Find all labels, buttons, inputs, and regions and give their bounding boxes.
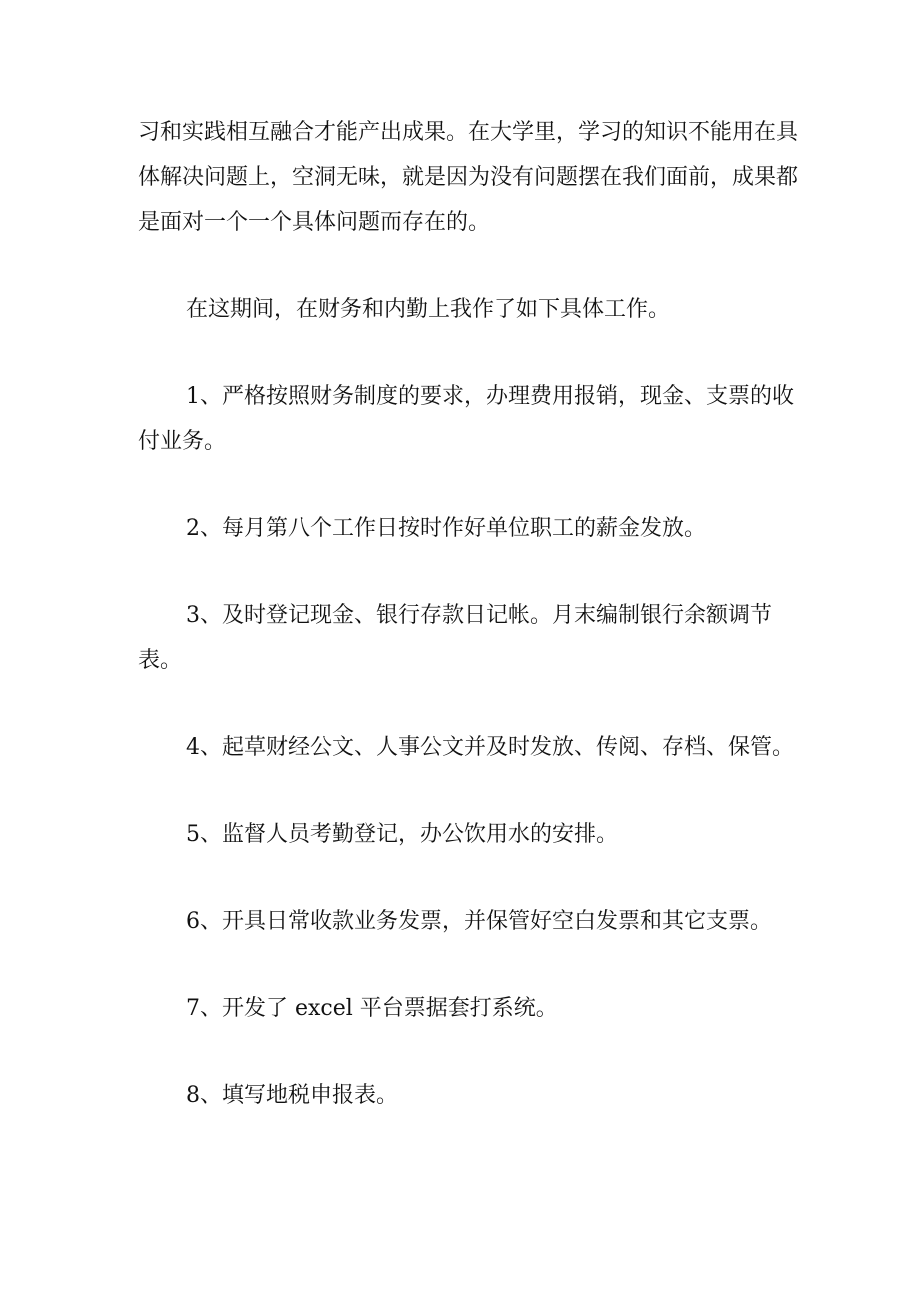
list-item-7: 7、开发了 excel 平台票据套打系统。 — [186, 996, 558, 1021]
list-item-4: 4、起草财经公文、人事公文并及时发放、传阅、存档、保管。 — [186, 735, 794, 760]
list-item-2: 2、每月第八个工作日按时作好单位职工的薪金发放。 — [186, 516, 706, 541]
paragraph-intro: 习和实践相互融合才能产出成果。在大学里，学习的知识不能用在具体解决问题上，空洞无味，就是因为没有问题摆在我们面前，成果都是面对一个一个具体问题而存在的。 — [138, 120, 799, 235]
list-item-3: 3、及时登记现金、银行存款日记帐。月末编制银行余额调节表。 — [138, 603, 772, 673]
list-item-8: 8、填写地税申报表。 — [186, 1083, 398, 1108]
list-item-6: 6、开具日常收款业务发票，并保管好空白发票和其它支票。 — [186, 909, 772, 934]
paragraph-work-summary: 在这期间，在财务和内勤上我作了如下具体工作。 — [186, 297, 671, 322]
document-body — [138, 110, 798, 1160]
list-item-1: 1、严格按照财务制度的要求，办理费用报销，现金、支票的收付业务。 — [138, 384, 794, 454]
list-item-5: 5、监督人员考勤登记，办公饮用水的安排。 — [186, 822, 618, 847]
